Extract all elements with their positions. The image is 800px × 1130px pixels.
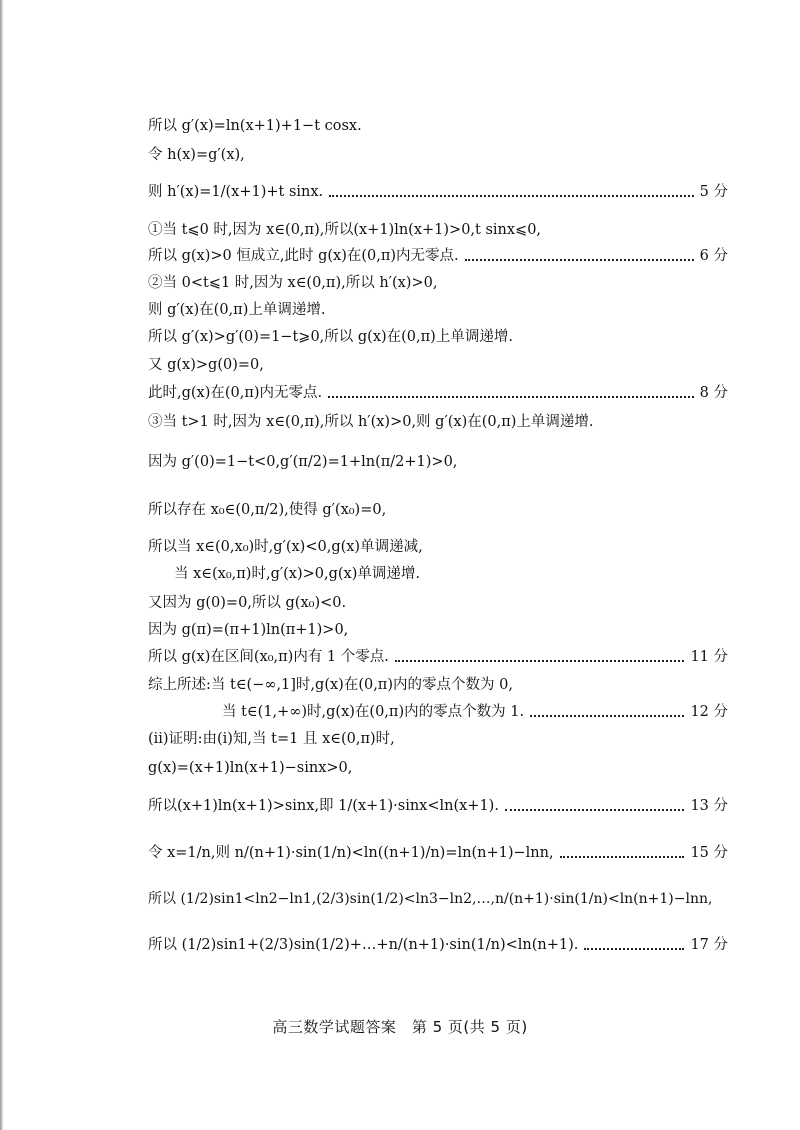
solution-line: [148, 326, 728, 348]
score-label: 12 分: [690, 704, 728, 720]
line-text: 所以存在 x₀∈(0,π/2),使得 g′(x₀)=0,: [148, 502, 387, 518]
line-text: 此时,g(x)在(0,π)内无零点.: [148, 385, 323, 401]
solution-line: [148, 144, 728, 166]
line-text: 则 g′(x)在(0,π)上单调递增.: [148, 302, 326, 318]
line-text: ②当 0<t⩽1 时,因为 x∈(0,π),所以 h′(x)>0,: [148, 275, 438, 291]
solution-line: [148, 619, 728, 641]
line-text: 所以(x+1)ln(x+1)>sinx,即 1/(x+1)·sinx<ln(x+1).: [148, 798, 499, 814]
solution-line: [148, 219, 728, 241]
solution-line: [148, 674, 728, 696]
line-text: ①当 t⩽0 时,因为 x∈(0,π),所以(x+1)ln(x+1)>0,t sinx⩽0,: [148, 222, 542, 238]
solution-line: [148, 757, 728, 779]
line-text: 当 t∈(1,+∞)时,g(x)在(0,π)内的零点个数为 1.: [222, 704, 525, 720]
solution-line: [148, 842, 728, 864]
line-text: 又 g(x)>g(0)=0,: [148, 357, 264, 373]
solution-line: [148, 354, 728, 376]
score-label: 11 分: [690, 649, 728, 665]
dot-leader: [329, 195, 694, 197]
line-text: 所以 (1/2)sin1+(2/3)sin(1/2)+…+n/(n+1)·sin(1/n)<ln(n+1).: [148, 937, 579, 953]
score-label: 13 分: [690, 798, 728, 814]
line-text: 所以 g′(x)>g′(0)=1−t⩾0,所以 g(x)在(0,π)上单调递增.: [148, 329, 513, 345]
line-text: 综上所述:当 t∈(−∞,1]时,g(x)在(0,π)内的零点个数为 0,: [148, 677, 513, 693]
solution-line: [148, 646, 728, 668]
score-label: 5 分: [699, 184, 728, 200]
page-footer: 高三数学试题答案 第 5 页(共 5 页): [272, 1018, 528, 1036]
dot-leader: [395, 660, 685, 662]
dot-leader: [530, 715, 684, 717]
score-label: 6 分: [699, 248, 728, 264]
line-text: 令 x=1/n,则 n/(n+1)·sin(1/n)<ln((n+1)/n)=ln(n+1)−lnn,: [148, 845, 554, 861]
solution-line: [148, 115, 728, 137]
scan-edge: [0, 0, 3, 1130]
solution-line: [148, 795, 728, 817]
line-text: 又因为 g(0)=0,所以 g(x₀)<0.: [148, 595, 347, 611]
line-text: 当 x∈(x₀,π)时,g′(x)>0,g(x)单调递增.: [174, 566, 421, 582]
score-label: 17 分: [690, 937, 728, 953]
solution-line: [148, 888, 728, 910]
line-text: 所以当 x∈(0,x₀)时,g′(x)<0,g(x)单调递减,: [148, 539, 423, 555]
solution-line: [148, 536, 728, 558]
solution-line: [148, 728, 728, 750]
solution-line: [148, 272, 728, 294]
score-label: 15 分: [690, 845, 728, 861]
dot-leader: [560, 856, 685, 858]
solution-line: [148, 701, 728, 723]
line-text: 因为 g′(0)=1−t<0,g′(π/2)=1+ln(π/2+1)>0,: [148, 454, 458, 470]
line-text: (ii)证明:由(i)知,当 t=1 且 x∈(0,π)时,: [148, 731, 395, 747]
line-text: 则 h′(x)=1/(x+1)+t sinx.: [148, 184, 324, 200]
dot-leader: [328, 396, 693, 398]
line-text: 所以 g′(x)=ln(x+1)+1−t cosx.: [148, 118, 362, 134]
dot-leader: [505, 809, 684, 811]
solution-line: [148, 563, 728, 585]
line-text: 令 h(x)=g′(x),: [148, 147, 245, 163]
solution-line: [148, 934, 728, 956]
line-text: 所以 (1/2)sin1<ln2−ln1,(2/3)sin(1/2)<ln3−ln2,…,n/(n+1)·sin(1/n)<ln(n+1)−lnn,: [148, 891, 713, 907]
line-text: ③当 t>1 时,因为 x∈(0,π),所以 h′(x)>0,则 g′(x)在(0,π)上单调递增.: [148, 414, 594, 430]
line-text: 所以 g(x)在区间(x₀,π)内有 1 个零点.: [148, 649, 389, 665]
line-text: 所以 g(x)>0 恒成立,此时 g(x)在(0,π)内无零点.: [148, 248, 459, 264]
dot-leader: [465, 259, 694, 261]
solution-line: [148, 245, 728, 267]
solution-line: [148, 499, 728, 521]
line-text: g(x)=(x+1)ln(x+1)−sinx>0,: [148, 760, 353, 776]
solution-line: [148, 411, 728, 433]
line-text: 因为 g(π)=(π+1)ln(π+1)>0,: [148, 622, 349, 638]
score-label: 8 分: [699, 385, 728, 401]
solution-line: [148, 592, 728, 614]
solution-line: [148, 299, 728, 321]
solution-line: [148, 382, 728, 404]
dot-leader: [584, 948, 684, 950]
solution-line: [148, 181, 728, 203]
solution-line: [148, 451, 728, 473]
